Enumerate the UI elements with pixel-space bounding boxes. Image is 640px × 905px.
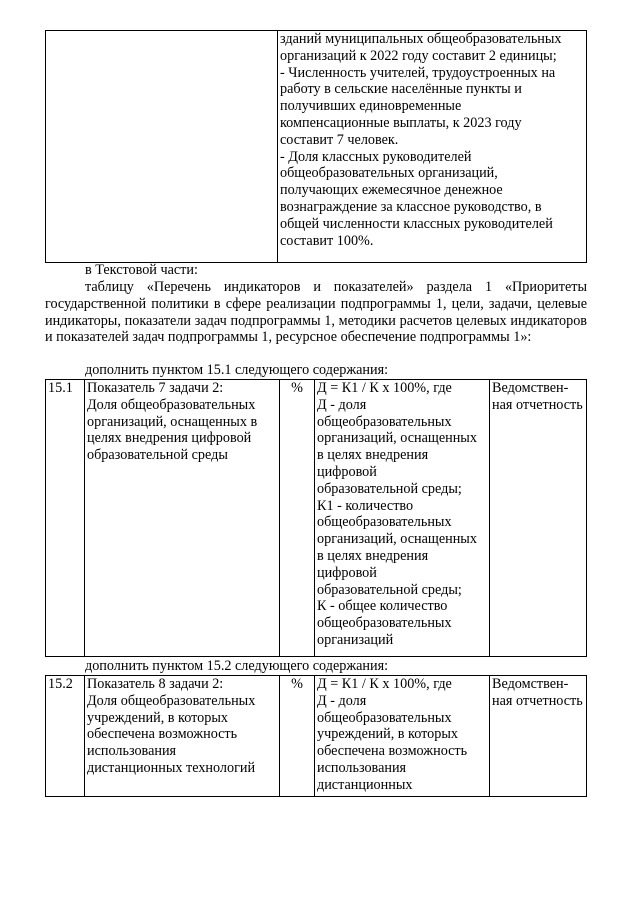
calc-line: образовательной среды; <box>317 480 462 497</box>
calc-line: организаций, оснащенных <box>317 531 477 548</box>
unit-cell: % <box>280 380 315 657</box>
row-number: 15.1 <box>46 380 85 657</box>
results-line: работу в сельские населённые пункты и <box>280 81 522 98</box>
calc-line: обеспечена возможность <box>317 743 468 760</box>
calculation-method <box>315 380 490 657</box>
supplement-15-2: дополнить пунктом 15.2 следующего содержания: <box>85 658 389 674</box>
data-source <box>490 380 587 657</box>
name-line: Показатель 8 задачи 2: <box>87 676 224 692</box>
calc-line: общеобразовательных <box>317 615 452 632</box>
name-line: обеспечена возможность <box>87 726 238 743</box>
results-line: компенсационные выплаты, к 2023 году <box>280 114 522 131</box>
name-line: использования <box>87 743 177 760</box>
results-line: составит 7 человек. <box>280 131 399 148</box>
results-line: вознаграждение за классное руководство, в <box>280 198 542 215</box>
calc-line: в целях внедрения <box>317 447 429 464</box>
indicator-name <box>85 676 280 797</box>
results-line: - Численность учителей, трудоустроенных на <box>280 64 556 81</box>
source-line: Ведомствен- <box>492 380 569 396</box>
name-line: целях внедрения цифровой <box>87 430 252 447</box>
continuation-table <box>45 30 587 263</box>
unit-cell: % <box>280 676 315 797</box>
calc-line: дистанционных <box>317 776 413 793</box>
results-line: получающих ежемесячное денежное <box>280 182 503 199</box>
calc-line: цифровой <box>317 463 377 480</box>
results-line: - Доля классных руководителей <box>280 148 472 165</box>
calculation-method <box>315 676 490 797</box>
name-line: Доля общеобразовательных <box>87 396 256 413</box>
name-line: дистанционных технологий <box>87 759 256 776</box>
table-row <box>46 380 587 657</box>
calc-line: общеобразовательных <box>317 709 452 726</box>
calc-line: образовательной среды; <box>317 581 462 598</box>
calc-line: общеобразовательных <box>317 514 452 531</box>
table-row <box>46 676 587 797</box>
name-line: образовательной среды <box>87 447 228 464</box>
results-line: составит 100%. <box>280 232 374 249</box>
results-line: получивших единовременные <box>280 98 462 115</box>
calc-line: общеобразовательных <box>317 413 452 430</box>
name-line: учреждений, в которых <box>87 709 228 726</box>
name-line: организаций, оснащенных в <box>87 413 258 430</box>
calc-line: организаций, оснащенных <box>317 430 477 447</box>
indicator-table-15-1 <box>45 379 587 657</box>
results-cell <box>278 31 587 263</box>
results-line: общеобразовательных организаций, <box>280 165 498 182</box>
name-line: Доля общеобразовательных <box>87 692 256 709</box>
calc-line: учреждений, в которых <box>317 726 458 743</box>
indicator-name <box>85 380 280 657</box>
calc-line: Д - доля <box>317 396 367 413</box>
calc-line: использования <box>317 759 407 776</box>
calc-line: цифровой <box>317 564 377 581</box>
data-source <box>490 676 587 797</box>
supplement-15-1: дополнить пунктом 15.1 следующего содержания: <box>85 362 389 378</box>
intro-paragraph: таблицу «Перечень индикаторов и показателей» раздела 1 «Приоритеты государственной политики в сфере реализации подпрограммы 1, цели, задачи, целевые индикаторы, показатели задач подпрограммы 1, методики расчетов целевых индикаторов и показателей задач подпрограммы 1, ресурсное обеспечение подпрограммы 1»: <box>45 279 587 346</box>
source-line: ная отчетность <box>492 692 583 709</box>
calc-line: Д = К1 / К х 100%, где <box>317 380 452 396</box>
calc-line: К1 - количество <box>317 497 414 514</box>
calc-line: организаций <box>317 631 394 648</box>
calc-line: Д = К1 / К х 100%, где <box>317 676 452 692</box>
results-line: зданий муниципальных общеобразовательных <box>280 31 562 47</box>
calc-line: К - общее количество <box>317 598 448 615</box>
source-line: ная отчетность <box>492 396 583 413</box>
empty-left-cell <box>46 31 278 263</box>
results-line: общей численности классных руководителей <box>280 215 553 232</box>
results-line: организаций к 2022 году составит 2 единицы; <box>280 47 557 64</box>
text-part-heading: в Текстовой части: <box>85 262 198 278</box>
calc-line: Д - доля <box>317 692 367 709</box>
indicator-table-15-2 <box>45 675 587 797</box>
row-number: 15.2 <box>46 676 85 797</box>
name-line: Показатель 7 задачи 2: <box>87 380 224 396</box>
source-line: Ведомствен- <box>492 676 569 692</box>
calc-line: в целях внедрения <box>317 547 429 564</box>
